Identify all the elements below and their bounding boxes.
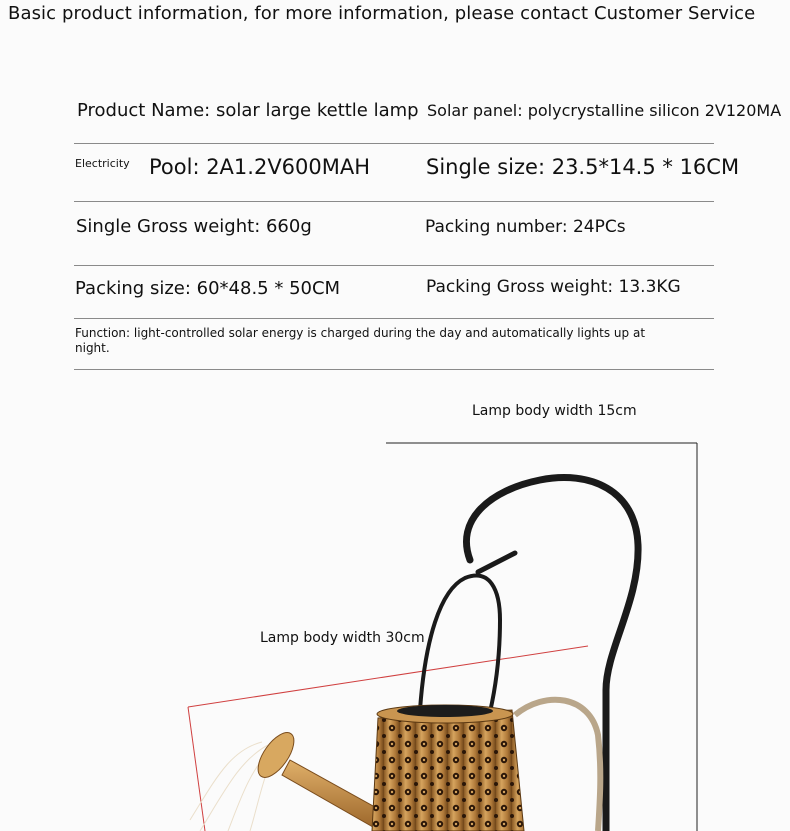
function-description: Function: light-controlled solar energy is charged during the day and automatically lights up at night.	[75, 326, 646, 355]
page-header: Basic product information, for more information, please contact Customer Service	[8, 3, 756, 24]
pool: Pool: 2A1.2V600MAH	[149, 155, 371, 179]
product-name: Product Name: solar large kettle lamp	[77, 100, 419, 121]
solar-panel: Solar panel: polycrystalline silicon 2V120MA	[427, 101, 782, 120]
packing-size: Packing size: 60*48.5 * 50CM	[75, 278, 341, 299]
dimension-label-15cm: Lamp body width 15cm	[472, 403, 637, 419]
rear-handle	[515, 700, 600, 831]
handle-loop	[420, 576, 500, 712]
single-size: Single size: 23.5*14.5 * 16CM	[426, 155, 740, 179]
dimension-line-diagonal	[188, 646, 588, 707]
hook-tip	[478, 553, 515, 572]
dimension-label-30cm: Lamp body width 30cm	[260, 630, 425, 646]
single-gross-weight: Single Gross weight: 660g	[76, 216, 312, 237]
electricity-label: Electricity	[75, 157, 130, 170]
dimension-line-left	[188, 707, 205, 831]
kettle-body	[372, 710, 524, 831]
spout	[282, 760, 384, 831]
packing-gross-weight: Packing Gross weight: 13.3KG	[426, 277, 681, 297]
packing-number: Packing number: 24PCs	[425, 217, 626, 237]
solar-panel-top	[397, 705, 493, 717]
